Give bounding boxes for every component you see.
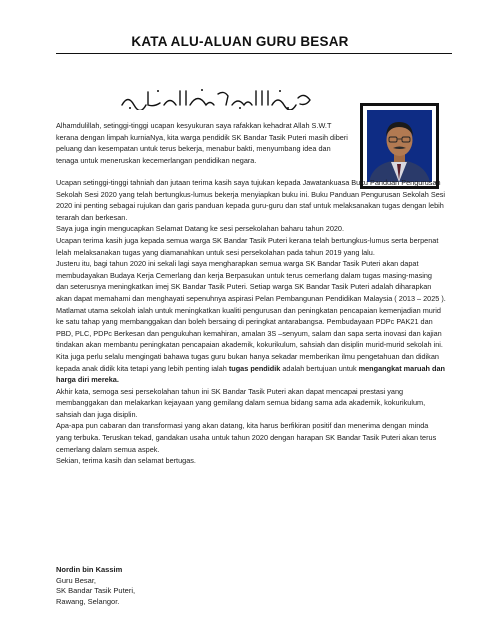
signatory-name: Nordin bin Kassim <box>56 565 123 574</box>
portrait-image <box>367 110 432 182</box>
signature-block <box>56 565 356 607</box>
salam-calligraphy-image <box>118 88 314 110</box>
paragraph-7-text-a: Kita juga perlu selalu mengingati bahawa tugas guru bukan hanya sekadar memberikan ilmu pengetahuan dan didikan kepada anak didik kita tetapi yang lebih penting ialah <box>56 351 439 373</box>
signatory-location: Rawang, Selangor. <box>56 596 120 606</box>
paragraph-2: Ucapan setinggi-tinggi tahniah dan jutaan terima kasih saya tujukan kepada Jawatankuasa Buku Panduan Pengurusan Sekolah Sesi 2020 yang telah bertungkus-lumus bekerja menyiapkan buku ini. Buku Panduan Pengurusan Sekolah Sesi 2020 ini penting sebagai rujukan dan garis panduan kepada guru-guru dan staf untuk melaksanakan tugas dengan lebih terarah dan berkesan. <box>56 178 446 222</box>
paragraph-intro <box>56 120 354 166</box>
paragraph-7 <box>56 351 446 386</box>
title-underline <box>56 53 452 54</box>
paragraph-7-text-b: adalah bertujuan untuk <box>280 363 359 373</box>
paragraph-3: Saya juga ingin mengucapkan Selamat Datang ke sesi persekolahan baharu tahun 2020. <box>56 224 345 234</box>
signatory-title: Guru Besar, <box>56 575 97 585</box>
paragraph-5: Justeru itu, bagi tahun 2020 ini sekali lagi saya mengharapkan semua warga SK Bandar Tasik Puteri akan dapat membudayakan Budaya Kerja Cemerlang dan kerja Berpasukan untuk terus cemerlang dalam tugas masing-masing dan seterusnya meningkatkan imej SK Bandar Tasik Puteri. Setiap warga SK Bandar Tasik Puteri adalah diharapkan akan dapat memahami dan menghayati sepenuhnya aspirasi Pelan Pembangunan Pendidikan Malaysia ( 2013 – 2025 ). <box>56 259 446 303</box>
paragraph-7-bold-b: mengangkat maruah dan harga diri mereka. <box>56 363 446 385</box>
signatory-school: SK Bandar Tasik Puteri, <box>56 586 136 596</box>
letter-body <box>56 177 446 467</box>
paragraph-8: Akhir kata, semoga sesi persekolahan tahun ini SK Bandar Tasik Puteri akan dapat mencapai prestasi yang membanggakan dan melakarkan kejayaan yang gemilang dalam semua bidang sama ada akademik, kokurikulum, sahsiah dan juga disiplin. <box>56 386 426 419</box>
paragraph-9: Apa-apa pun cabaran dan transformasi yang akan datang, kita harus berfikiran positif dan menerima dengan minda yang terbuka. Teruskan tekad, gandakan usaha untuk tahun 2020 dengan harapan SK Bandar Tasik Puteri akan terus cemerlang dalam semua aspek. <box>56 421 437 454</box>
paragraph-10: Sekian, terima kasih dan selamat bertugas. <box>56 456 196 466</box>
page-title: KATA ALU-ALUAN GURU BESAR <box>131 34 349 49</box>
paragraph-1: Alhamdulillah, setinggi-tinggi ucapan kesyukuran saya rafakkan kehadrat Allah S.W.T kerana dengan limpah kurniaNya, kita warga pendidik SK Bandar Tasik Puteri masih diberi peluang dan kesempatan untuk terus bekerja, menabur bakti, menyumbang idea dan tenaga untuk meneruskan kecemerlangan pendidikan negara. <box>56 121 348 165</box>
paragraph-7-bold-a: tugas pendidik <box>228 363 281 373</box>
paragraph-6: Matlamat utama sekolah ialah untuk meningkatkan kualiti pengurusan dan peningkatan pencapaian kemenjadian murid ke satu tahap yang membanggakan dan boleh bersaing di peringkat antarabangsa. Pembudayaan PDPc PAK21 dan PBD, PLC, PDPc Berkesan dan pengukuhan kemahiran, amalan 3S –senyum, salam dan sapa serta inovasi dan kajian tindakan akan membantu peningkatan pencapaian akademik, kokurikulum, sahsiah dan disiplin murid-murid sekolah ini. <box>56 305 443 350</box>
paragraph-4: Ucapan terima kasih juga kepada semua warga SK Bandar Tasik Puteri kerana telah bertungkus-lumus serta berpenat lelah melaksanakan tugas yang diamanahkan untuk sesi persekolahan pada tahun 2019 yang lalu. <box>56 235 439 257</box>
